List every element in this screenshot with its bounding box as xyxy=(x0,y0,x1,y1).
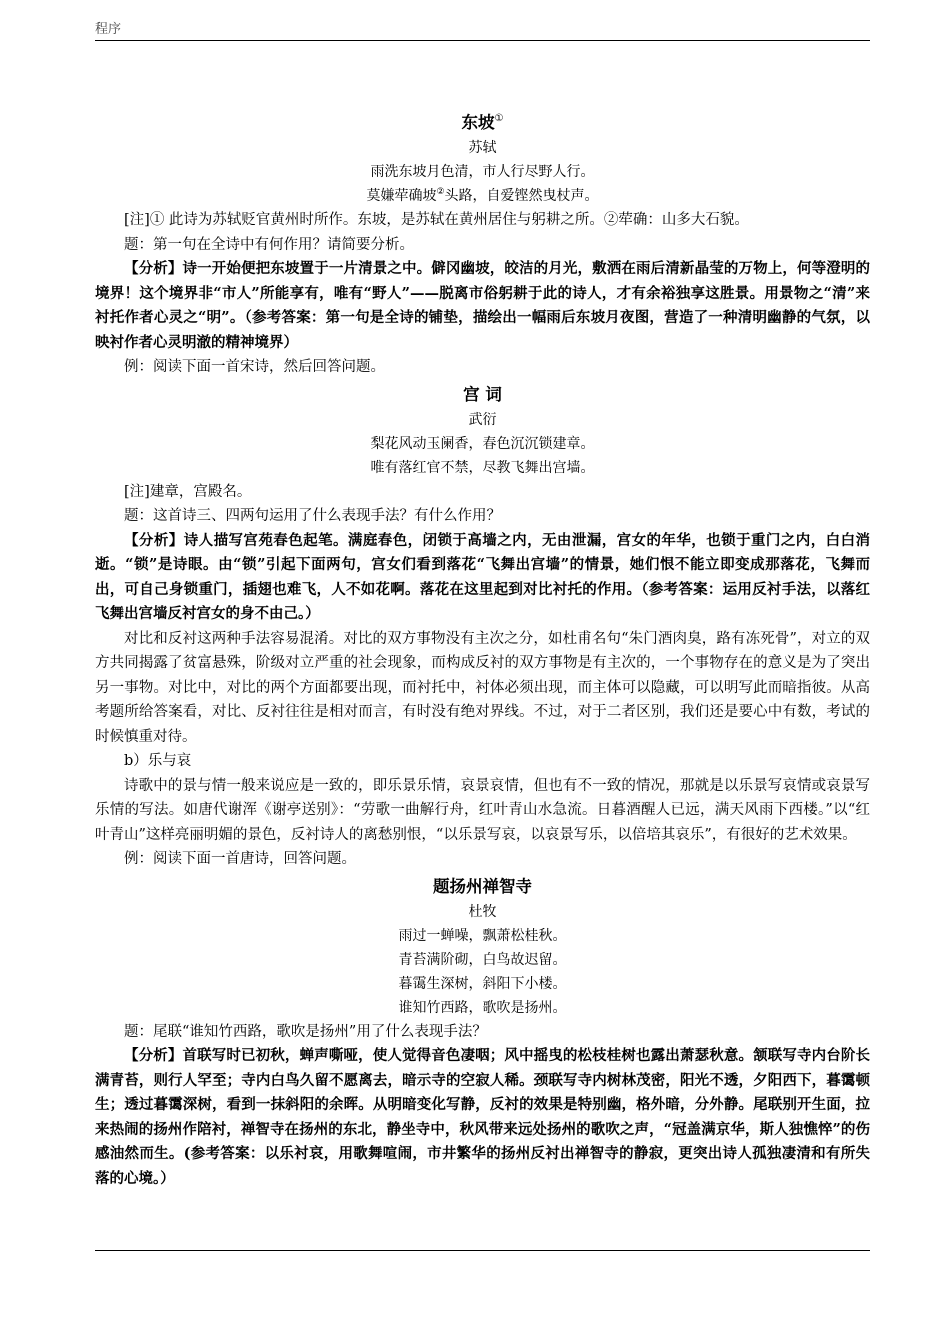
poem-title-text: 东坡 xyxy=(461,113,495,132)
question: 题：这首诗三、四两句运用了什么表现手法？有什么作用？ xyxy=(124,508,501,524)
poem-line: 青苔满阶砌，白鸟故迟留。 xyxy=(398,951,567,968)
page-header xyxy=(95,22,870,41)
poem-title: 题扬州禅智寺 xyxy=(433,876,532,896)
poem-line xyxy=(95,184,870,208)
poem-author: 武衍 xyxy=(468,411,497,428)
example-intro: 例：阅读下面一首唐诗，回答问题。 xyxy=(124,851,356,867)
question: 题：尾联“谁知竹西路，歌吹是扬州”用了什么表现手法？ xyxy=(124,1023,487,1040)
document-body xyxy=(95,108,870,1191)
poem-line: 梨花风动玉阑香，春色沉沉锁建章。 xyxy=(370,435,595,452)
analysis: 【分析】诗一开始便把东坡置于一片清景之中。僻冈幽坡，皎洁的月光，敷洒在雨后清新晶莹的万物上，何等澄明的境界！这个境界非“市人”所能享有，唯有“野人”——脱离市俗躬耕于此的诗人，才有余裕独享这胜景。用景物之“清”来衬托作者心灵之“明”。（参考答案：第一句是全诗的铺垫，描绘出一幅雨后东坡月夜图，营造了一种清明幽静的气氛，以映衬作者心灵明澈的精神境界） xyxy=(95,260,870,351)
subheading: b）乐与哀 xyxy=(124,753,192,769)
poem-line: 唯有落红官不禁，尽教飞舞出宫墙。 xyxy=(370,459,595,476)
poem-title: 宫 词 xyxy=(463,384,502,404)
poem-line: 谁知竹西路，歌吹是扬州。 xyxy=(398,999,567,1016)
analysis: 【分析】诗人描写宫苑春色起笔。满庭春色，闭锁于高墙之内，无由泄漏，宫女的年华，也锁于重门之内，白白消逝。“锁”是诗眼。由“锁”引起下面两句，宫女们看到落花“飞舞出宫墙”的情景，她们恨不能立即变成那落花，飞舞而出，可自己身锁重门，插翅也难飞，人不如花啊。落花在这里起到对比衬托的作用。（参考答案：运用反衬手法，以落红飞舞出宫墙反衬宫女的身不由己。） xyxy=(95,531,870,622)
poem-line: 暮霭生深树，斜阳下小楼。 xyxy=(398,975,567,992)
annotation: [注]① 此诗为苏轼贬官黄州时所作。东坡，是苏轼在黄州居住与躬耕之所。②荦确：山多大石貌。 xyxy=(124,212,749,228)
footnote-marker: ① xyxy=(494,113,504,124)
body-paragraph: 诗歌中的景与情一般来说应是一致的，即乐景乐情，哀景哀情，但也有不一致的情况，那就是以乐景写哀情或哀景写乐情的写法。如唐代谢浑《谢亭送别》：“劳歌一曲解行舟，红叶青山水急流。日暮酒醒人已远，满天风雨下西楼。”以“红叶青山”这样亮丽明媚的景色，反衬诗人的离愁别恨，“以乐景写哀，以哀景写乐，以倍培其哀乐”，有很好的艺术效果。 xyxy=(95,777,870,843)
footnote-marker: ② xyxy=(436,187,445,197)
page-footer-rule xyxy=(95,1250,870,1251)
header-text: 程序 xyxy=(95,22,122,37)
poem-title xyxy=(95,110,870,136)
analysis: 【分析】首联写时已初秋，蝉声嘶哑，使人觉得音色凄咽；风中摇曳的松枝桂树也露出萧瑟秋意。颔联写寺内台阶长满青苔，则行人罕至；寺内白鸟久留不愿离去，暗示寺的空寂人稀。颈联写寺内树林茂密，阳光不透，夕阳西下，暮霭顿生；透过暮霭深树，看到一抹斜阳的余晖。从明暗变化写静，反衬的效果是特别幽，格外暗，分外静。尾联别开生面，拉来热闹的扬州作陪衬，禅智寺在扬州的东北，静坐寺中，秋风带来远处扬州的歌吹之声，“冠盖满京华，斯人独憔悴”的伤感油然而生。(参考答案：以乐衬哀，用歌舞喧闹，市井繁华的扬州反衬出禅智寺的静寂，更突出诗人孤独凄清和有所失落的心境。） xyxy=(95,1047,870,1187)
body-paragraph: 对比和反衬这两种手法容易混淆。对比的双方事物没有主次之分，如杜甫名句“朱门酒肉臭，路有冻死骨”，对立的双方共同揭露了贫富悬殊，阶级对立严重的社会现象，而构成反衬的双方事物是有主次的，一个事物存在的意义是为了突出另一事物。对比中，对比的两个方面都要出现，而衬托中，衬体必须出现，而主体可以隐藏，可以明写此而暗指彼。从高考题所给答案看，对比、反衬往往是相对而言，有时没有绝对界线。不过，对于二者区别，我们还是要心中有数，考试的时候慎重对待。 xyxy=(95,630,870,745)
poem-line-part: 头路，自爱铿然曳杖声。 xyxy=(444,188,599,204)
poem-line: 雨洗东坡月色清，市人行尽野人行。 xyxy=(370,164,595,180)
annotation: [注]建章，宫殿名。 xyxy=(124,483,252,500)
poem-author: 杜牧 xyxy=(468,903,497,920)
poem-line-part: 莫嫌荦确坡 xyxy=(366,188,437,204)
poem-line: 雨过一蝉噪，飘萧松桂秋。 xyxy=(398,927,567,944)
question: 题：第一句在全诗中有何作用？请简要分析。 xyxy=(124,236,414,253)
example-intro: 例：阅读下面一首宋诗，然后回答问题。 xyxy=(124,359,385,375)
poem-author: 苏轼 xyxy=(468,140,497,156)
